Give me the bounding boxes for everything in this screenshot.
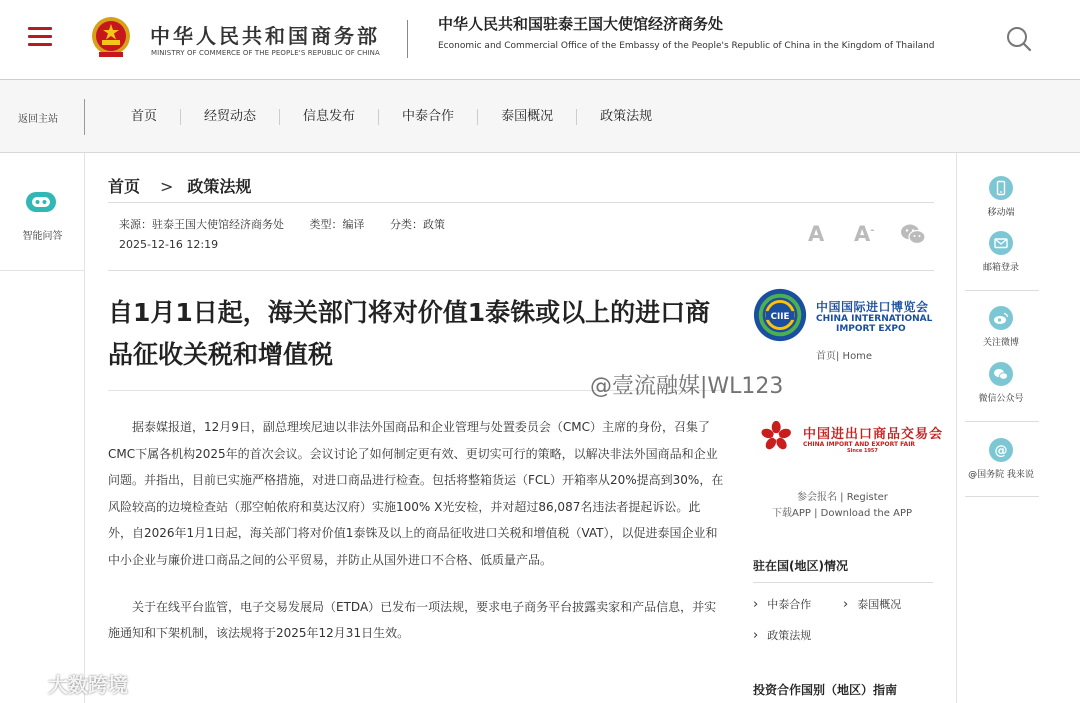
article-title: 自1月1日起，海关部门将对价值1泰铢或以上的进口商品征收关税和增值税 [108, 298, 711, 369]
article-paragraph: 关于在线平台监管，电子交易发展局（ETDA）已发布一项法规，要求电子商务平台披露卖家和产品信息，并实施通知和下架机制，该法规将于2025年12月31日生效。 [108, 599, 717, 641]
right-sidebar [956, 153, 1080, 703]
national-emblem-icon [88, 14, 134, 62]
link-china-thailand-cooperation[interactable]: › 中泰合作 [753, 596, 811, 612]
breadcrumb-separator: > [160, 177, 174, 196]
nav-divider [84, 99, 85, 135]
divider [108, 270, 934, 271]
divider [108, 202, 934, 203]
weibo-icon [989, 306, 1013, 330]
weibo-watermark: @壹流融媒|WL123 [590, 374, 784, 399]
article-body [108, 414, 724, 647]
nav-item-china-thailand-cooperation[interactable]: 中泰合作 [378, 109, 477, 125]
header-divider [407, 20, 408, 58]
nav-item-policies[interactable]: 政策法规 [576, 109, 675, 125]
font-size-increase-button[interactable] [854, 222, 874, 246]
back-to-main-site-link[interactable]: 返回主站 [18, 114, 58, 125]
state-council-feedback-link[interactable] [957, 438, 1045, 480]
ciie-en-line1: CHINA INTERNATIONAL [816, 314, 933, 324]
ciie-home-link[interactable]: 首页| Home [816, 351, 873, 362]
right-sidebar-divider [965, 421, 1039, 422]
mobile-icon [989, 176, 1013, 200]
svg-text:CIIE: CIIE [770, 311, 790, 322]
search-icon[interactable] [1005, 25, 1033, 53]
article-date: 2025-12-16 12:19 [119, 238, 219, 251]
weibo-link[interactable] [957, 306, 1045, 348]
watermark-logo-icon [8, 674, 48, 696]
left-sidebar [0, 153, 85, 703]
register-link[interactable]: 参会报名 | Register [797, 492, 888, 503]
mail-icon [989, 231, 1013, 255]
download-app-link[interactable]: 下载APP | Download the APP [772, 508, 913, 519]
article-paragraph: 据泰媒报道，12月9日，副总理埃尼迪以非法外国商品和企业管理与处置委员会（CMC）主席的身份，召集了CMC下属各机构2025年的首次会议。会议讨论了如何制定更有效、更切实可行的策略，以解决非法外国商品和企业问题。并指出，目前已实施严格措施，对进口商品进行检查。包括将整箱货运（FCL）开箱率从20%提高到30%，在风险较高的边境检查站（那空帕侬府和莫达汉府）实施100% X光安检，并对超过86,087名违法者提起诉讼。此外，自2026年1月1日起，海关部门将对价值1泰铢及以上的商品征收进口关税和增值税（VAT），以促进泰国企业和中小企业与廉价进口商品之间的公平贸易，并防止从国外进口不合格、低质量产品。 [108, 420, 724, 567]
mobile-label: 移动端 [987, 208, 1015, 218]
chatbot-icon [25, 190, 57, 214]
main-nav [0, 80, 1080, 153]
site-header [0, 0, 1080, 80]
breadcrumb [108, 174, 251, 197]
breadcrumb-home[interactable]: 首页 [108, 177, 141, 196]
ministry-name-en: MINISTRY OF COMMERCE OF THE PEOPLE'S REPUBLIC OF CHINA [151, 49, 380, 57]
article-meta [119, 216, 467, 232]
office-name-cn: 中华人民共和国驻泰王国大使馆经济商务处 [438, 15, 724, 33]
ciie-logo-icon [752, 286, 810, 344]
wechat-label: 微信公众号 [978, 394, 1024, 404]
investment-guide-heading: 投资合作国别（地区）指南 [753, 683, 898, 697]
link-policies[interactable]: › 政策法规 [753, 627, 811, 643]
canton-fair-since: Since 1957 [847, 448, 878, 454]
divider [753, 582, 933, 583]
svg-text:@: @ [994, 443, 1008, 459]
canton-fair-name-cn: 中国进出口商品交易会 [803, 427, 944, 442]
canton-fair-name-en: CHINA IMPORT AND EXPORT FAIR [803, 441, 916, 448]
font-size-decrease-button[interactable] [808, 222, 824, 246]
font-increase-mark: - [870, 225, 875, 236]
canton-fair-logo-icon [760, 420, 796, 456]
smart-qa-label: 智能问答 [22, 231, 63, 242]
weibo-label: 关注微博 [982, 338, 1019, 348]
mobile-link[interactable] [957, 176, 1045, 218]
article-type: 类型：编译 [309, 218, 365, 231]
article-category: 分类：政策 [390, 218, 445, 231]
ciie-name-en [816, 314, 932, 334]
right-sidebar-divider [965, 290, 1039, 291]
ciie-name-cn: 中国国际进口博览会 [816, 300, 929, 314]
nav-item-info-release[interactable]: 信息发布 [279, 109, 378, 125]
nav-item-home[interactable]: 首页 [131, 109, 158, 124]
link-thailand-overview[interactable]: › 泰国概况 [843, 596, 901, 612]
nav-item-trade-news[interactable]: 经贸动态 [180, 109, 279, 125]
font-decrease-label: A [808, 222, 825, 246]
corner-watermark [8, 669, 128, 698]
office-name-en: Economic and Commercial Office of the Embassy of the People's Republic of China in the Kingdom of Thailand [438, 41, 935, 51]
nav-item-thailand-overview[interactable]: 泰国概况 [477, 109, 576, 125]
ciie-en-line2: IMPORT EXPO [836, 324, 906, 334]
mail-login-link[interactable] [957, 231, 1045, 273]
wechat-share-icon[interactable] [900, 223, 926, 245]
at-icon [989, 438, 1013, 462]
breadcrumb-current[interactable]: 政策法规 [187, 177, 252, 196]
smart-qa-button[interactable] [0, 153, 85, 271]
ministry-name-cn: 中华人民共和国商务部 [150, 24, 380, 48]
corner-watermark-text: 大数跨境 [48, 673, 128, 697]
wechat-icon [989, 362, 1013, 386]
country-info-heading: 驻在国(地区)情况 [753, 559, 848, 573]
state-council-label: @国务院 我来说 [968, 470, 1034, 480]
nav-items [108, 109, 675, 125]
font-increase-label: A [854, 222, 871, 246]
right-sidebar-divider [965, 496, 1039, 497]
menu-icon[interactable] [28, 27, 52, 47]
article-source: 来源：驻泰王国大使馆经济商务处 [119, 218, 284, 231]
wechat-official-link[interactable] [957, 362, 1045, 404]
mail-label: 邮箱登录 [982, 263, 1019, 273]
